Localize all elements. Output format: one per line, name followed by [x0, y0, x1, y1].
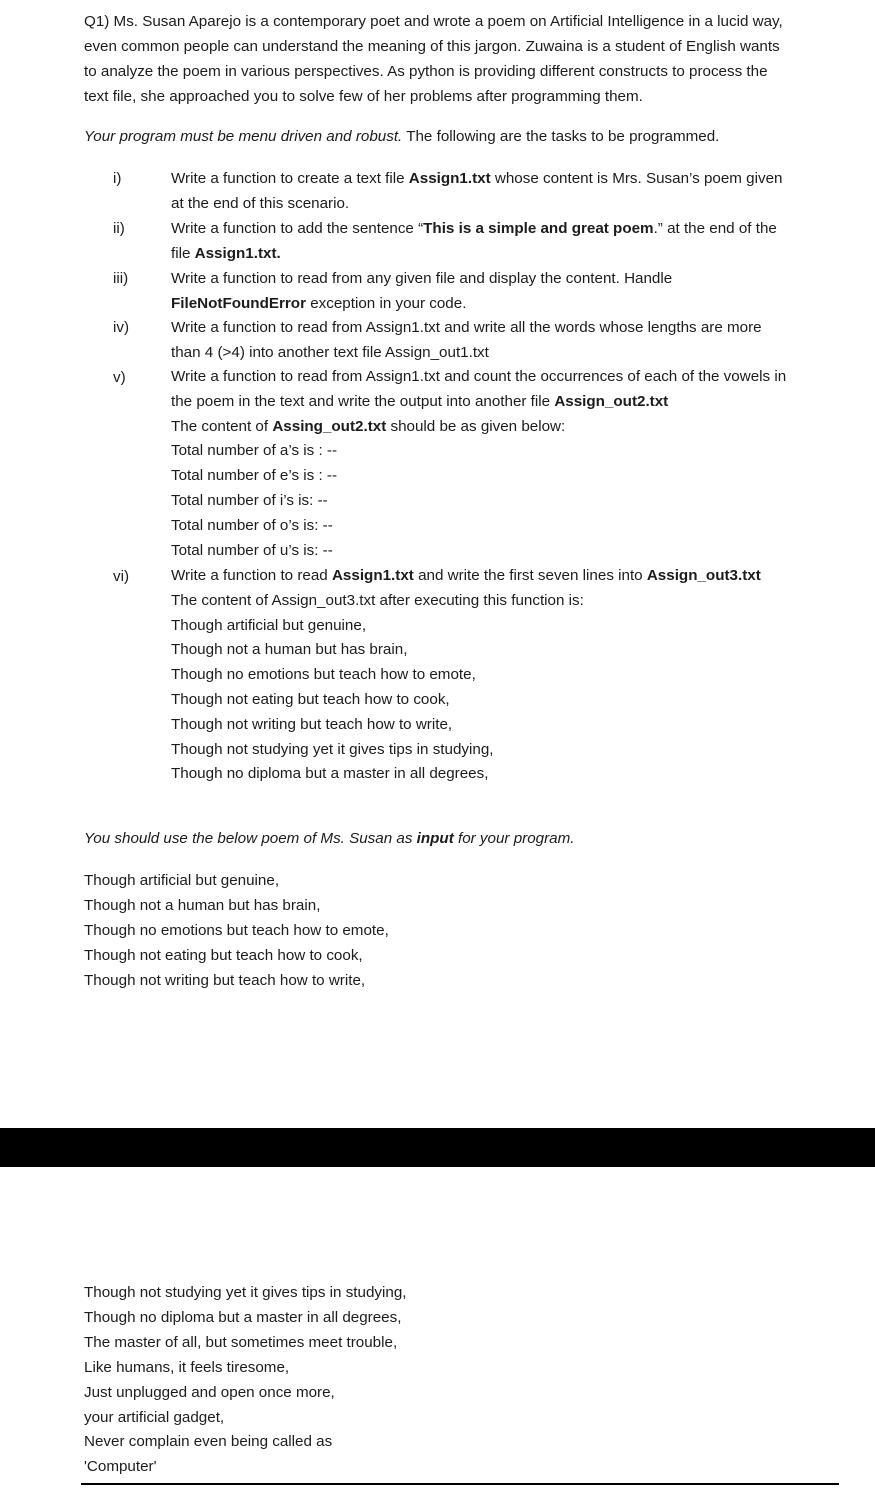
poem-line: Just unplugged and open once more, — [84, 1383, 335, 1401]
poem-line: Never complain even being called as — [84, 1433, 333, 1451]
instruction-italic: Your program must be menu driven and robust. — [84, 128, 403, 145]
task-4: Write a function to read from Assign1.txt and write all the words whose lengths are more than 4 (>4) into another text file Assign_out1.txt — [171, 319, 762, 361]
intro-line: Q1) Ms. Susan Aparejo is a contemporary poet and wrote a poem on Artificial Intelligence in a lucid way, — [84, 13, 783, 30]
filename: Assign_out2.txt — [554, 392, 669, 410]
instruction-line — [84, 128, 719, 145]
filename: Assing_out2.txt — [272, 417, 387, 435]
poem-line: your artificial gadget, — [84, 1408, 225, 1426]
output-line: Though no emotions but teach how to emote, — [171, 666, 476, 684]
output-line: Though artificial but genuine, — [171, 616, 367, 634]
task-number: ii) — [113, 220, 125, 237]
vowel-count-line: Total number of a’s is : -- — [171, 442, 338, 460]
filename: Assign1.txt — [331, 567, 414, 584]
task-2: Write a function to add the sentence “This is a simple and great poem.” at the end of the file Assign1.txt. — [171, 220, 777, 262]
filename: Assign1.txt. — [194, 245, 281, 262]
task-number: v) — [113, 369, 126, 386]
output-line: Though not a human but has brain, — [171, 641, 408, 659]
output-line: Though not studying yet it gives tips in studying, — [171, 740, 494, 758]
task-number: iii) — [113, 270, 129, 287]
poem-line: Though not eating but teach how to cook, — [84, 946, 363, 964]
exception-name: FileNotFoundError — [171, 295, 306, 312]
intro-paragraph — [84, 9, 783, 109]
task-5: Write a function to read from Assign1.txt and count the occurrences of each of the vowels in the poem in the text and write the output into another file Assign_out2.txt The content of Assing_out2.txt should be as given below: Total number of a’s is : -- Total number of e’s is : -- Total number of i’s is: -- Total number of o’s is: -- Total number of u’s is: -- — [171, 365, 786, 563]
instruction-text: The following are the tasks to be programmed. — [402, 128, 720, 145]
poem-line: Though no emotions but teach how to emote, — [84, 921, 389, 939]
poem-line: The master of all, but sometimes meet trouble, — [84, 1333, 398, 1351]
sentence: This is a simple and great poem — [423, 220, 654, 237]
task-6: Write a function to read Assign1.txt and write the first seven lines into Assign_out3.txt The content of Assign_out3.txt after executing this function is: Though artificial but genuine, Though not a human but has brain, Though no emotions but teach how to emote, Though not eating but teach how to cook, Though not writing but teach how to write, Though not studying yet it gives tips in studying, Though no diploma but a master in all degrees, — [171, 564, 761, 787]
task-number: i) — [113, 170, 122, 187]
filename: Assign1.txt — [408, 170, 491, 187]
output-line: Though no diploma but a master in all degrees, — [171, 765, 489, 783]
poem-line: Like humans, it feels tiresome, — [84, 1358, 290, 1376]
task-number: vi) — [113, 568, 130, 585]
poem-line: Though artificial but genuine, — [84, 872, 280, 889]
poem-line: Though not writing but teach how to write, — [84, 971, 366, 989]
task-3: Write a function to read from any given file and display the content. Handle FileNotFoundError exception in your code. — [171, 270, 673, 312]
poem-line: Though no diploma but a master in all degrees, — [84, 1308, 402, 1326]
poem-line: Though not studying yet it gives tips in studying, — [84, 1284, 407, 1301]
input-emphasis: input — [416, 830, 454, 847]
bottom-rule — [81, 1483, 839, 1485]
redaction-bar — [0, 1128, 875, 1167]
output-line: Though not writing but teach how to write, — [171, 715, 453, 733]
task-1: Write a function to create a text file Assign1.txt whose content is Mrs. Susan’s poem given at the end of this scenario. — [171, 170, 783, 212]
poem-part-2 — [84, 1281, 407, 1480]
input-note: You should use the below poem of Ms. Susan as input for your program. — [84, 830, 575, 847]
poem-line: 'Computer' — [84, 1458, 157, 1476]
vowel-count-line: Total number of i’s is: -- — [171, 491, 328, 509]
intro-line: even common people can understand the meaning of this jargon. Zuwaina is a student of English wants — [84, 38, 780, 55]
poem-line: Though not a human but has brain, — [84, 896, 321, 914]
vowel-count-line: Total number of u’s is: -- — [171, 541, 333, 559]
intro-line: text file, she approached you to solve few of her problems after programming them. — [84, 88, 643, 105]
filename: Assign_out3.txt — [646, 567, 761, 584]
vowel-count-line: Total number of o’s is: -- — [171, 516, 333, 534]
task-number: iv) — [113, 319, 130, 336]
vowel-count-line: Total number of e’s is : -- — [171, 467, 338, 485]
poem-part-1 — [84, 869, 389, 994]
output-line: Though not eating but teach how to cook, — [171, 690, 450, 708]
intro-line: to analyze the poem in various perspectives. As python is providing different constructs to process the — [84, 63, 768, 80]
